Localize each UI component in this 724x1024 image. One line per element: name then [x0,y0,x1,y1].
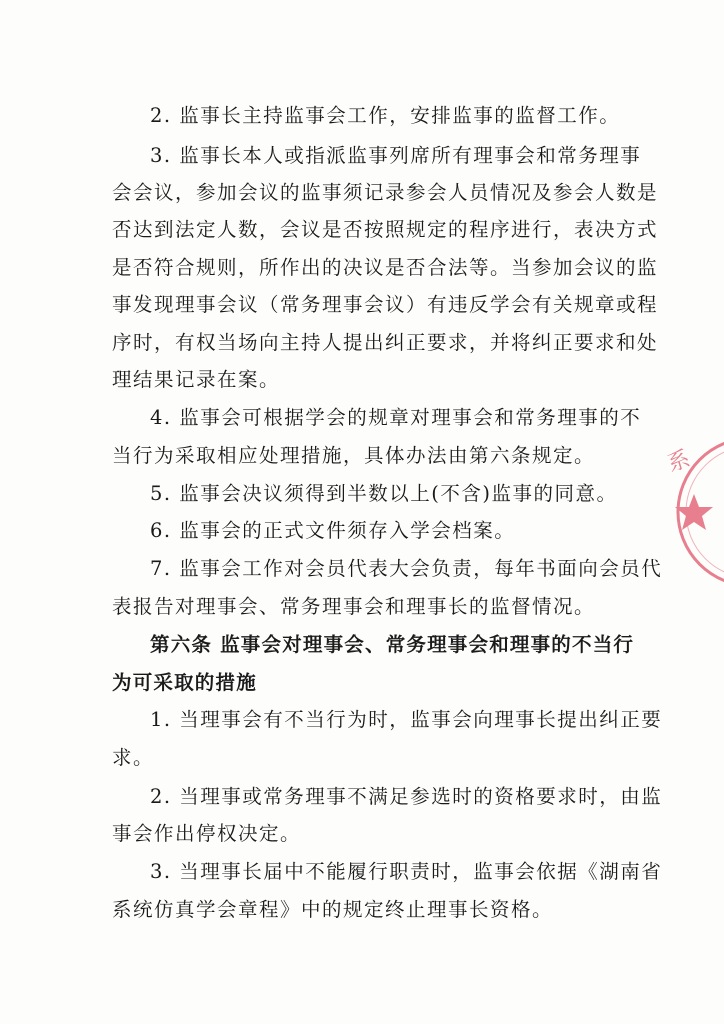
paragraph-line: 6. 监事会的正式文件须存入学会档案。 [150,519,516,542]
seal-text: 系 [664,446,694,478]
paragraph-line: 事会作出停权决定。 [112,822,302,845]
paragraph-line: 表报告对理事会、常务理事会和理事长的监督情况。 [112,595,596,618]
paragraph-line: 2. 监事长主持监事会工作，安排监事的监督工作。 [150,104,621,127]
paragraph-line: 会会议，参加会议的监事须记录参会人员情况及参会人数是 [112,181,659,204]
article-heading-line: 第六条 监事会对理事会、常务理事会和理事的不当行 [150,633,635,656]
paragraph-line: 序时，有权当场向主持人提出纠正要求，并将纠正要求和处 [112,331,659,354]
article-heading-line: 为可采取的措施 [112,671,257,694]
paragraph-line: 系统仿真学会章程》中的规定终止理事长资格。 [112,898,554,921]
paragraph-line: 3. 当理事长届中不能履行职责时，监事会依据《湖南省 [150,860,663,883]
paragraph-line: 1. 当理事会有不当行为时，监事会向理事长提出纠正要 [150,708,663,731]
paragraph-line: 4. 监事会可根据学会的规章对理事会和常务理事的不 [150,406,642,429]
paragraph-line: 7. 监事会工作对会员代表大会负责，每年书面向会员代 [150,557,663,580]
paragraph-line: 理结果记录在案。 [112,368,281,391]
paragraph-line: 事发现理事会议（常务理事会议）有违反学会有关规章或程 [112,293,659,316]
paragraph-line: 是否符合规则，所作出的决议是否合法等。当参加会议的监 [112,256,659,279]
paragraph-line: 3. 监事长本人或指派监事列席所有理事会和常务理事 [150,144,642,167]
paragraph-line: 2. 当理事或常务理事不满足参选时的资格要求时，由监 [150,785,663,808]
paragraph-line: 否达到法定人数，会议是否按照规定的程序进行，表决方式 [112,218,659,241]
paragraph-line: 当行为采取相应处理措施，具体办法由第六条规定。 [112,444,596,467]
paragraph-line: 求。 [112,746,155,769]
paragraph-line: 5. 监事会决议须得到半数以上(不含)监事的同意。 [150,482,618,505]
